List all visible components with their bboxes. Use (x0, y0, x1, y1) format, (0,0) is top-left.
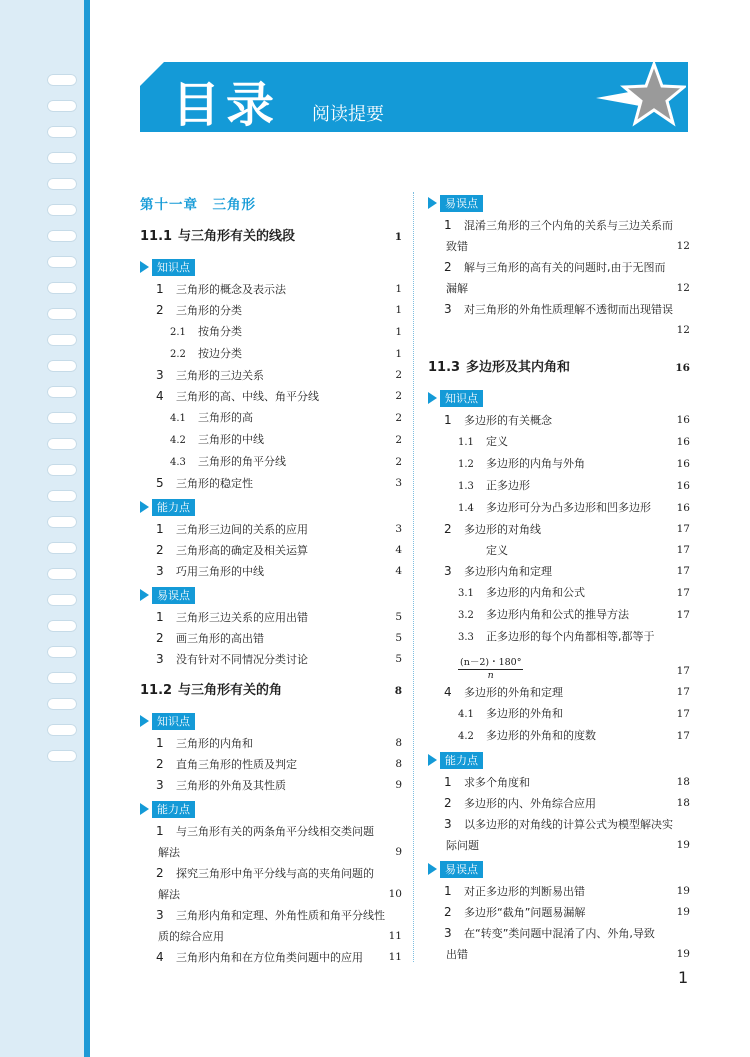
toc-entry[interactable] (140, 407, 402, 429)
entry-number: 1.4 (458, 503, 474, 514)
toc-entry[interactable] (428, 626, 690, 648)
entry-number: 3 (444, 302, 452, 316)
entry-number: 1 (444, 218, 452, 232)
tag-error: 易误点 (140, 584, 402, 606)
entry-title: 三角形的内角和 (176, 737, 253, 750)
entry-page: 17 (676, 523, 690, 535)
entry-number: 3.1 (458, 588, 474, 599)
toc-entry[interactable] (428, 410, 690, 431)
tag-ability: 能力点 (140, 798, 402, 820)
entry-number: 3 (156, 368, 164, 382)
binder-ring (47, 386, 77, 398)
entry-title: 在“转变”类问题中混淆了内、外角,导致 (464, 927, 655, 940)
toc-entry[interactable] (140, 540, 402, 561)
binder-ring (47, 464, 77, 476)
binder-ring (47, 152, 77, 164)
entry-title: 多边形的内角和公式 (486, 586, 585, 599)
entry-title: 巧用三角形的中线 (176, 565, 264, 578)
toc-section-11-3[interactable]: 11.3 多边形及其内角和 16 (428, 360, 690, 375)
entry-page: 1 (395, 283, 402, 295)
entry-page: 19 (676, 906, 690, 918)
binder-ring (47, 724, 77, 736)
entry-title: 三角形内角和在方位角类问题中的应用 (176, 951, 363, 964)
entry-number: 1 (156, 824, 164, 838)
binder-edge (84, 0, 90, 1057)
formula-numerator: (n－2)・180° (460, 657, 522, 668)
entry-title: 三角形的稳定性 (176, 477, 253, 490)
entry-page: 17 (676, 609, 690, 621)
binder-ring (47, 750, 77, 762)
entry-title: 对正多边形的判断易出错 (464, 885, 585, 898)
entry-page: 16 (676, 458, 690, 470)
binder-ring (47, 334, 77, 346)
entry-title: 没有针对不同情况分类讨论 (176, 653, 308, 666)
binder-ring (47, 308, 77, 320)
binder-ring (47, 204, 77, 216)
binder-ring (47, 438, 77, 450)
entry-title: 多边形的内、外角综合应用 (464, 797, 596, 810)
entry-number: 3 (444, 564, 452, 578)
knowledge-list (140, 279, 402, 494)
entry-title: 对三角形的外角性质理解不透彻而出现错误 (464, 303, 673, 316)
entry-page: 16 (676, 436, 690, 448)
knowledge-list (428, 410, 690, 648)
entry-number: 3.3 (458, 632, 474, 643)
entry-title-cont: 致错 (446, 240, 468, 253)
formula-row[interactable]: $\frac{(n-2)・180^\circ}{n}$ 17 (460, 657, 690, 681)
entry-title: 直角三角形的性质及判定 (176, 758, 297, 771)
entry-number: 3.2 (458, 610, 474, 621)
tag-knowledge: 知识点 (140, 710, 402, 732)
toc-entry[interactable] (140, 607, 402, 628)
column-divider (413, 192, 414, 962)
entry-title: 解与三角形的高有关的问题时,由于无图而 (464, 261, 666, 274)
toc-entry[interactable] (428, 475, 690, 497)
entry-title: 三角形的外角及其性质 (176, 779, 286, 792)
binder-ring (47, 594, 77, 606)
entry-title: 探究三角形中角平分线与高的夹角问题的 (176, 867, 374, 880)
toc-entry[interactable] (428, 902, 690, 923)
entry-number: 1 (156, 522, 164, 536)
entry-title: 多边形可分为凸多边形和凹多边形 (486, 501, 651, 514)
entry-number: 1 (444, 775, 452, 789)
entry-page: 2 (395, 434, 402, 446)
binder-ring (47, 74, 77, 86)
entry-title: 三角形的三边关系 (176, 369, 264, 382)
binder-ring (47, 698, 77, 710)
toc-entry[interactable] (140, 775, 402, 796)
entry-title: 三角形内角和定理、外角性质和角平分线性 (176, 909, 385, 922)
entry-page: 8 (395, 758, 402, 770)
entry-page: 19 (676, 885, 690, 897)
entry-page: 19 (676, 948, 690, 960)
entry-page: 10 (388, 888, 402, 900)
binder-ring (47, 256, 77, 268)
toc-entry[interactable] (428, 215, 690, 257)
binder-ring (47, 100, 77, 112)
entry-title: 三角形高的确定及相关运算 (176, 544, 308, 557)
entry-number: 1 (156, 736, 164, 750)
entry-title: 多边形的对角线 (464, 523, 541, 536)
toc-entry[interactable] (140, 321, 402, 343)
entry-page: 2 (395, 390, 402, 402)
tag-knowledge: 知识点 (428, 387, 690, 409)
entry-number: 2 (156, 866, 164, 880)
entry-number: 1.2 (458, 459, 474, 470)
entry-number: 3 (156, 778, 164, 792)
entry-number: 4.2 (458, 731, 474, 742)
toc-entry[interactable] (140, 429, 402, 451)
entry-page: 5 (395, 611, 402, 623)
entry-number: 5 (156, 476, 164, 490)
entry-page: 9 (395, 846, 402, 858)
toc-entry[interactable] (428, 881, 690, 902)
entry-title: 定义 (486, 544, 508, 557)
entry-title: 求多个角度和 (464, 776, 530, 789)
entry-number: 2 (156, 543, 164, 557)
toc-entry[interactable] (140, 279, 402, 300)
entry-title: 按角分类 (198, 325, 242, 338)
toc-entry[interactable] (140, 821, 402, 863)
entry-page: 17 (676, 544, 690, 556)
entry-page: 16 (676, 502, 690, 514)
entry-title: 定义 (486, 435, 508, 448)
entry-page: 2 (395, 456, 402, 468)
entry-page: 9 (395, 779, 402, 791)
tag-error: 易误点 (428, 858, 690, 880)
entry-number: 4.2 (170, 435, 186, 446)
entry-page: 16 (676, 480, 690, 492)
toc-entry[interactable] (428, 257, 690, 299)
entry-title-cont: 解法 (158, 888, 180, 901)
toc-entry[interactable] (140, 628, 402, 649)
toc-entry[interactable] (140, 300, 402, 321)
toc-entry[interactable] (140, 473, 402, 494)
entry-title-cont: 际问题 (446, 839, 479, 852)
toc-entry[interactable] (140, 649, 402, 670)
entry-page: 1 (395, 326, 402, 338)
binder-ring (47, 360, 77, 372)
entry-number: 2 (444, 905, 452, 919)
entry-number: 4 (444, 685, 452, 699)
entry-page: 3 (395, 477, 402, 489)
entry-page: 12 (676, 324, 690, 336)
toc-entry[interactable] (140, 343, 402, 365)
entry-title-cont: 质的综合应用 (158, 930, 224, 943)
toc-entry[interactable] (140, 754, 402, 775)
toc-entry[interactable] (428, 682, 690, 703)
chapter-title: 第十一章 三角形 (140, 197, 256, 213)
entry-title: 三角形的角平分线 (198, 455, 286, 468)
error-list (428, 881, 690, 965)
binder-ring (47, 542, 77, 554)
entry-page: 16 (676, 414, 690, 426)
error-list (428, 215, 690, 341)
entry-page: 17 (676, 686, 690, 698)
toc-entry[interactable] (140, 947, 402, 968)
toc-entry[interactable] (428, 703, 690, 725)
binder-ring (47, 282, 77, 294)
entry-title: 三角形的高 (198, 411, 253, 424)
binder-ring (47, 126, 77, 138)
entry-number: 3 (156, 652, 164, 666)
toc-entry[interactable] (428, 923, 690, 965)
entry-number: 3 (156, 908, 164, 922)
toc-entry[interactable] (428, 299, 690, 341)
entry-page: 5 (395, 632, 402, 644)
entry-number: 2.1 (170, 327, 186, 338)
entry-page: 17 (676, 565, 690, 577)
toc-entry[interactable] (428, 582, 690, 604)
entry-title: 混淆三角形的三个内角的关系与三边关系而 (464, 219, 673, 232)
entry-title: 多边形的外角和的度数 (486, 729, 596, 742)
binder-ring (47, 516, 77, 528)
entry-number: 1.1 (458, 437, 474, 448)
entry-title: 三角形的分类 (176, 304, 242, 317)
ability-list (428, 772, 690, 856)
entry-number: 4 (156, 950, 164, 964)
toc-entry[interactable] (140, 863, 402, 905)
entry-page: 12 (676, 282, 690, 294)
toc-entry[interactable] (428, 814, 690, 856)
entry-title-cont: 漏解 (446, 282, 468, 295)
entry-title: 多边形的有关概念 (464, 414, 552, 427)
page-subtitle: 阅读提要 (312, 104, 384, 125)
entry-title: 多边形的外角和 (486, 707, 563, 720)
toc-entry[interactable] (140, 905, 402, 947)
entry-number: 4.1 (170, 413, 186, 424)
binder-ring (47, 490, 77, 502)
entry-title: 画三角形的高出错 (176, 632, 264, 645)
toc-entry[interactable] (428, 561, 690, 582)
entry-title: 三角形的中线 (198, 433, 264, 446)
entry-page: 5 (395, 653, 402, 665)
entry-page: 11 (388, 951, 402, 963)
toc-entry[interactable] (140, 733, 402, 754)
entry-number: 1 (156, 610, 164, 624)
entry-title: 多边形的内角与外角 (486, 457, 585, 470)
entry-number: 2 (156, 303, 164, 317)
page-title: 目录 (172, 77, 281, 133)
entry-page: 17 (676, 587, 690, 599)
entry-page: 2 (395, 369, 402, 381)
toc-entry[interactable] (428, 453, 690, 475)
entry-page: 18 (676, 797, 690, 809)
entry-page: 1 (395, 304, 402, 316)
entry-number: 2 (444, 260, 452, 274)
entry-title: 按边分类 (198, 347, 242, 360)
entry-title: 正多边形 (486, 479, 530, 492)
entry-number: 2 (156, 631, 164, 645)
toc-section-11-2[interactable]: 11.2 与三角形有关的角 8 (140, 683, 402, 698)
entry-number: 1 (156, 282, 164, 296)
entry-title: 正多边形的每个内角都相等,都等于 (486, 630, 655, 643)
entry-title: 多边形“截角”问题易漏解 (464, 906, 586, 919)
entry-number: 1 (444, 413, 452, 427)
entry-title: 以多边形的对角线的计算公式为模型解决实 (464, 818, 673, 831)
entry-title: 三角形三边间的关系的应用 (176, 523, 308, 536)
error-list (140, 607, 402, 670)
toc-entry[interactable] (428, 540, 690, 561)
entry-title: 多边形的外角和定理 (464, 686, 563, 699)
tag-ability: 能力点 (428, 749, 690, 771)
toc-entry[interactable] (140, 519, 402, 540)
knowledge-list (140, 733, 402, 796)
toc-entry[interactable] (140, 561, 402, 582)
entry-title: 与三角形有关的两条角平分线相交类问题 (176, 825, 374, 838)
binder-ring (47, 672, 77, 684)
entry-title: 多边形内角和定理 (464, 565, 552, 578)
entry-title: 多边形内角和公式的推导方法 (486, 608, 629, 621)
tag-error: 易误点 (428, 192, 690, 214)
toc-entry[interactable] (140, 386, 402, 407)
binder-ring (47, 230, 77, 242)
entry-number: 1 (444, 884, 452, 898)
formula-denominator: n (487, 670, 494, 681)
entry-number: 3 (444, 926, 452, 940)
tag-knowledge: 知识点 (140, 256, 402, 278)
entry-title: 三角形的概念及表示法 (176, 283, 286, 296)
toc-entry[interactable] (140, 365, 402, 386)
entry-number: 2.2 (170, 349, 186, 360)
entry-page: 17 (676, 730, 690, 742)
binder-ring (47, 646, 77, 658)
toc-entry[interactable] (428, 604, 690, 626)
entry-number: 4 (156, 389, 164, 403)
toc-right-column (428, 190, 690, 965)
entry-page: 11 (388, 930, 402, 942)
toc-entry[interactable] (428, 725, 690, 747)
toc-entry[interactable] (428, 519, 690, 540)
tag-ability: 能力点 (140, 496, 402, 518)
toc-entry[interactable] (428, 772, 690, 793)
entry-page: 8 (395, 737, 402, 749)
entry-number: 4.3 (170, 457, 186, 468)
toc-left-column (140, 190, 402, 968)
ability-list (140, 821, 402, 968)
entry-page: 2 (395, 412, 402, 424)
entry-number: 3 (156, 564, 164, 578)
toc-entry[interactable] (428, 793, 690, 814)
toc-entry[interactable] (428, 497, 690, 519)
entry-title: 三角形三边关系的应用出错 (176, 611, 308, 624)
entry-title: 三角形的高、中线、角平分线 (176, 390, 319, 403)
star-icon (596, 60, 686, 132)
page-number: 1 (678, 968, 689, 987)
toc-entry[interactable] (140, 451, 402, 473)
binder-ring (47, 568, 77, 580)
entry-title-cont: 出错 (446, 948, 468, 961)
entry-page: 17 (676, 708, 690, 720)
entry-page: 4 (395, 565, 402, 577)
toc-entry[interactable] (428, 431, 690, 453)
entry-page: 1 (395, 348, 402, 360)
binder-ring (47, 620, 77, 632)
entry-number: 2 (444, 522, 452, 536)
entry-number: 4.1 (458, 709, 474, 720)
entry-number: 2 (444, 796, 452, 810)
ability-list (140, 519, 402, 582)
entry-title-cont: 解法 (158, 846, 180, 859)
entry-number: 3 (444, 817, 452, 831)
binder-ring (47, 412, 77, 424)
knowledge-list (428, 682, 690, 747)
entry-page: 3 (395, 523, 402, 535)
entry-page: 19 (676, 839, 690, 851)
toc-section-11-1[interactable]: 11.1 与三角形有关的线段 1 (140, 229, 402, 244)
entry-page: 18 (676, 776, 690, 788)
binder-ring (47, 178, 77, 190)
entry-page: 4 (395, 544, 402, 556)
entry-number: 2 (156, 757, 164, 771)
entry-page: 12 (676, 240, 690, 252)
entry-number: 1.3 (458, 481, 474, 492)
